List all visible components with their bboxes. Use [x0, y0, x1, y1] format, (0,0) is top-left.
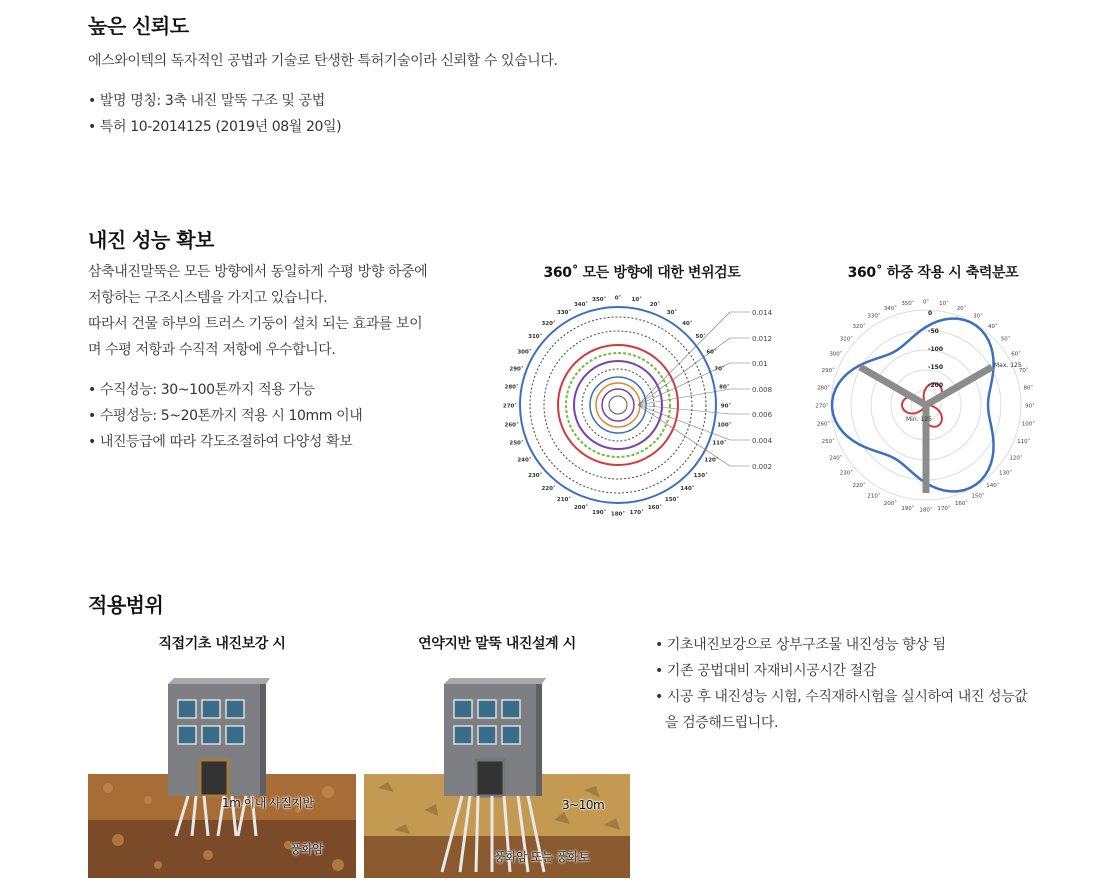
case2-title: 연약지반 말뚝 내진설계 시 [418, 636, 576, 652]
section-title-scope: 적용범위 [88, 593, 164, 617]
ring [530, 317, 706, 493]
scope-benefit-list [655, 632, 1040, 736]
angle-label: 190˚ [901, 505, 915, 512]
displacement-polar-chart [500, 295, 780, 520]
angle-label: 110˚ [712, 440, 727, 447]
angle-label: 240˚ [517, 457, 532, 464]
angle-label: 100˚ [1021, 421, 1036, 428]
angle-label: 30˚ [666, 309, 678, 316]
patent-number: • 특허 10-2014125 (2019년 08월 20일) [88, 114, 341, 140]
angle-label: 270˚ [502, 403, 518, 410]
angle-label: 340˚ [573, 302, 589, 309]
angle-label: 30˚ [973, 313, 983, 320]
spec-grade: • 내진등급에 따라 각도조절하여 다양성 확보 [88, 429, 362, 455]
reliability-description: 에스와이텍의 독자적인 공법과 기술로 탄생한 특허기술이라 신뢰할 수 있습니다. [88, 53, 558, 69]
ring [558, 345, 678, 465]
angle-label: 20˚ [649, 302, 661, 309]
angle-label: 290˚ [509, 366, 524, 373]
angle-label: 40˚ [682, 320, 693, 327]
angle-label: 330˚ [867, 313, 881, 320]
seismic-spec-list [88, 377, 362, 455]
angle-label: 50˚ [695, 334, 706, 341]
min-annotation: Min. 125 [906, 416, 932, 423]
angle-label: 210˚ [556, 497, 572, 504]
scale-label: -50 [928, 328, 939, 335]
chart1-title: 360˚ 모든 방향에 대한 변위검토 [543, 265, 741, 281]
angle-label: 70˚ [1018, 367, 1029, 374]
angle-label: 280˚ [816, 385, 831, 392]
angle-label: 330˚ [556, 309, 572, 316]
angle-label: 0˚ [922, 299, 930, 306]
angle-label: 150˚ [971, 493, 985, 500]
angle-label: 220˚ [852, 483, 866, 490]
angle-label: 120˚ [704, 457, 719, 464]
angle-label: 0˚ [614, 295, 622, 302]
scale-label: 0.002 [752, 463, 773, 471]
section-title-seismic: 내진 성능 확보 [88, 228, 214, 252]
benefit-item: • 시공 후 내진성능 시험, 수직재하시험을 실시하여 내진 성능값을 검증해드립니다. [655, 684, 1040, 736]
benefit-item: • 기존 공법대비 자재비시공시간 절감 [655, 658, 1040, 684]
scale-label: 0.012 [752, 335, 773, 343]
angle-label: 290˚ [821, 367, 835, 374]
case1-illustration [88, 660, 356, 878]
angle-label: 170˚ [629, 509, 644, 516]
axial-envelope-line [832, 319, 993, 492]
bearing-layer-label: 풍화암 또는 풍화토 [494, 850, 590, 864]
scale-label: 0 [928, 310, 933, 317]
angle-label: 130˚ [693, 472, 708, 479]
angle-label: 90˚ [1025, 403, 1035, 410]
scale-label: 0.004 [752, 437, 773, 445]
angle-label: 60˚ [706, 349, 717, 356]
patent-name: • 발명 명칭: 3축 내진 말뚝 구조 및 공법 [88, 88, 341, 114]
angle-label: 40˚ [987, 323, 998, 330]
angle-label: 320˚ [852, 323, 866, 330]
angle-label: 60˚ [1011, 351, 1021, 358]
angle-label: 70˚ [714, 366, 725, 373]
angle-label: 240˚ [829, 455, 843, 462]
rock-label: 풍화암 [290, 842, 324, 856]
building [168, 678, 270, 796]
scale-label: 0.006 [752, 411, 773, 419]
angle-label: 350˚ [592, 297, 607, 304]
ring [582, 369, 654, 441]
seismic-desc-line: 며 수평 저항과 수직적 저항에 우수합니다. [88, 342, 336, 358]
angle-label: 160˚ [647, 504, 663, 511]
seismic-desc-line: 삼축내진말뚝은 모든 방향에서 동일하게 수평 방향 하중에 [88, 264, 428, 280]
ring [590, 377, 646, 433]
scale-label: 0.01 [752, 360, 768, 368]
seismic-desc-line: 저항하는 구조시스템을 가지고 있습니다. [88, 290, 328, 306]
angle-label: 50˚ [1000, 336, 1011, 343]
angle-label: 180˚ [919, 507, 933, 514]
angle-label: 300˚ [829, 351, 843, 358]
angle-label: 160˚ [954, 501, 969, 508]
angle-label: 210˚ [867, 493, 881, 500]
angle-label: 10˚ [939, 301, 949, 308]
angle-label: 80˚ [1023, 385, 1034, 392]
seismic-desc-line: 따라서 건물 하부의 트러스 기둥이 설치 되는 효과를 보이 [88, 316, 423, 332]
max-annotation: Max. 125 [994, 362, 1022, 369]
case2-illustration [364, 660, 630, 878]
angle-label: 80˚ [719, 384, 730, 391]
angle-label: 120˚ [1009, 455, 1023, 462]
soil-label: 1m 이내 사질지반 [222, 796, 314, 810]
angle-label: 130˚ [999, 470, 1013, 477]
depth-label: 3~10m [562, 798, 605, 812]
angle-label: 140˚ [986, 483, 1000, 490]
scale-label: 0.014 [752, 309, 773, 317]
ring [574, 361, 662, 449]
angle-label: 270˚ [815, 403, 829, 410]
angle-label: 10˚ [631, 297, 642, 304]
soft-ground-figure [364, 660, 630, 878]
angle-label: 350˚ [901, 301, 915, 308]
benefit-item: • 기초내진보강으로 상부구조물 내진성능 향상 됨 [655, 632, 1040, 658]
pile-arm [860, 367, 926, 405]
building [444, 678, 546, 796]
section-title-reliability: 높은 신뢰도 [88, 14, 189, 38]
angle-label: 280˚ [504, 384, 519, 391]
angle-label: 310˚ [839, 336, 853, 343]
ring [602, 389, 634, 421]
angle-label: 140˚ [680, 486, 695, 493]
angle-label: 20˚ [956, 305, 967, 312]
patent-list [88, 88, 341, 140]
angle-label: 190˚ [592, 509, 607, 516]
ring [609, 396, 627, 414]
chart2-title: 360˚ 하중 작용 시 축력분포 [847, 265, 1019, 281]
angle-label: 300˚ [517, 349, 532, 356]
angle-label: 110˚ [1017, 439, 1031, 446]
ring [520, 307, 719, 503]
scale-label: -200 [928, 382, 944, 389]
seismic-description [88, 259, 488, 363]
angle-label: 90˚ [720, 403, 732, 410]
angle-label: 260˚ [816, 421, 831, 428]
angle-label: 320˚ [541, 320, 556, 327]
angle-label: 340˚ [883, 305, 898, 312]
axial-force-polar-chart [815, 295, 1050, 520]
spec-vertical: • 수직성능: 30~100톤까지 적용 가능 [88, 377, 362, 403]
angle-label: 220˚ [541, 486, 556, 493]
angle-label: 230˚ [528, 472, 543, 479]
angle-label: 250˚ [509, 440, 524, 447]
angle-label: 170˚ [937, 505, 951, 512]
scale-label: 0.008 [752, 386, 773, 394]
angle-label: 100˚ [717, 422, 732, 429]
scale-label: -100 [928, 346, 944, 353]
angle-label: 180˚ [610, 511, 626, 518]
angle-label: 200˚ [573, 504, 589, 511]
angle-label: 150˚ [664, 497, 680, 504]
angle-label: 250˚ [821, 439, 835, 446]
scale-label: -150 [928, 364, 944, 371]
angle-label: 260˚ [504, 422, 519, 429]
angle-label: 230˚ [839, 470, 853, 477]
angle-label: 200˚ [883, 501, 898, 508]
angle-label: 310˚ [528, 334, 543, 341]
spec-horizontal: • 수평성능: 5~20톤까지 적용 시 10mm 이내 [88, 403, 362, 429]
case1-title: 직접기초 내진보강 시 [158, 636, 286, 652]
